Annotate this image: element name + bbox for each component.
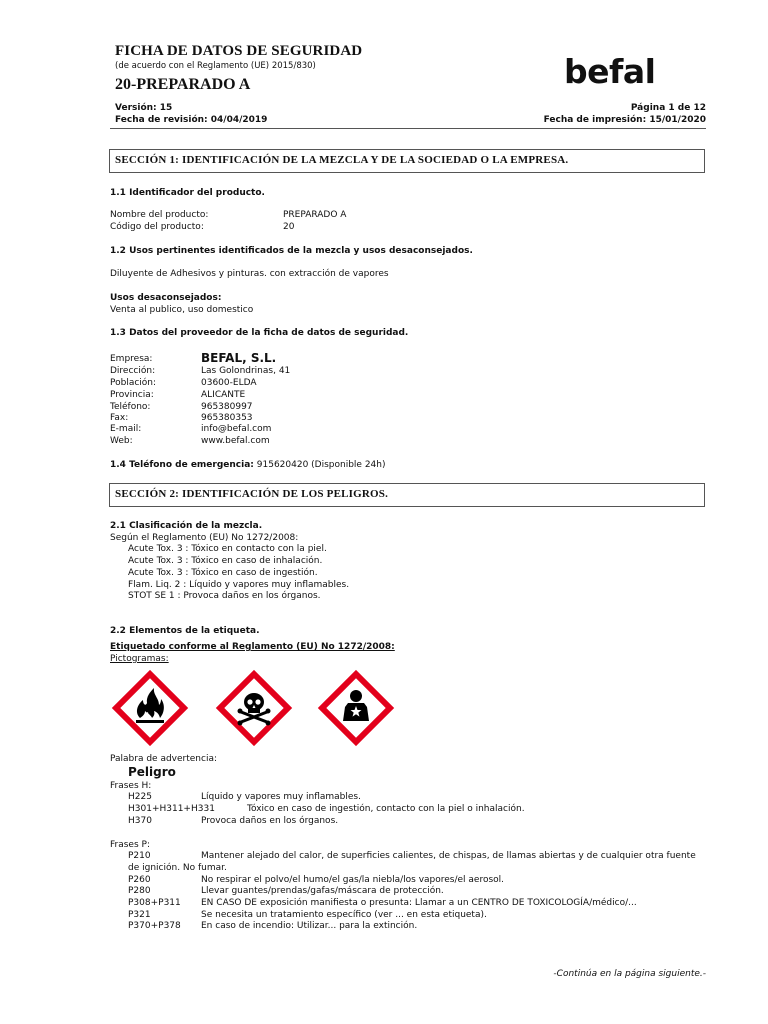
- product-name-label: Nombre del producto:: [110, 210, 209, 220]
- p-phrases-label: Frases P:: [110, 840, 150, 850]
- section-1-title: SECCIÓN 1: IDENTIFICACIÓN DE LA MEZCLA Y DE LA SOCIEDAD O LA EMPRESA.: [115, 154, 569, 166]
- signal-word: Peligro: [128, 765, 176, 779]
- p-phrase-code: P321: [128, 910, 151, 920]
- befal-logo: befal: [564, 52, 656, 91]
- section-2-title: SECCIÓN 2: IDENTIFICACIÓN DE LOS PELIGROS.: [115, 488, 389, 500]
- section-1-3-title: 1.3 Datos del proveedor de la ficha de datos de seguridad.: [110, 328, 409, 338]
- product-code-label: Código del producto:: [110, 222, 204, 232]
- p-phrase-text: EN CASO DE exposición manifiesta o presunta: Llamar a un CENTRO DE TOXICOLOGÍA/médico/...: [201, 898, 637, 908]
- p-phrase-text: Se necesita un tratamiento específico (ver ... en esta etiqueta).: [201, 910, 487, 920]
- print-date: Fecha de impresión: 15/01/2020: [543, 115, 706, 125]
- version: Versión: 15: [115, 103, 173, 113]
- web-label: Web:: [110, 436, 133, 446]
- section-1-1-title: 1.1 Identificador del producto.: [110, 188, 265, 198]
- classification-item: Acute Tox. 3 : Tóxico en caso de inhalación.: [128, 556, 323, 566]
- web-value[interactable]: www.befal.com: [201, 436, 270, 446]
- city-value: 03600-ELDA: [201, 378, 257, 388]
- phone-value: 965380997: [201, 402, 253, 412]
- emergency-phone-label: 1.4 Teléfono de emergencia:: [110, 460, 254, 470]
- identified-uses: Diluyente de Adhesivos y pinturas. con extracción de vapores: [110, 269, 389, 279]
- email-label: E-mail:: [110, 424, 142, 434]
- fax-label: Fax:: [110, 413, 129, 423]
- health-hazard-pictogram-icon: [316, 668, 396, 748]
- province-value: ALICANTE: [201, 390, 246, 400]
- h-phrase-code: H225: [128, 792, 152, 802]
- classification-item: Acute Tox. 3 : Tóxico en contacto con la piel.: [128, 544, 327, 554]
- signal-word-label: Palabra de advertencia:: [110, 754, 218, 764]
- header-divider: [110, 128, 706, 129]
- p-phrase-text: Llevar guantes/prendas/gafas/máscara de protección.: [201, 886, 444, 896]
- address-value: Las Golondrinas, 41: [201, 366, 291, 376]
- page-number: Página 1 de 12: [630, 103, 706, 113]
- emergency-phone-value: 915620420 (Disponible 24h): [256, 460, 386, 470]
- classification-item: Flam. Liq. 2 : Líquido y vapores muy inflamables.: [128, 580, 350, 590]
- continue-note: -Continúa en la página siguiente.-: [553, 969, 706, 979]
- product-name-value: PREPARADO A: [283, 210, 347, 220]
- classification-item: STOT SE 1 : Provoca daños en los órganos.: [128, 591, 321, 601]
- p-phrase-text: Mantener alejado del calor, de superficies calientes, de chispas, de llamas abiertas y de cualquier otra fuente: [201, 851, 696, 861]
- p-phrase-code: P260: [128, 875, 151, 885]
- revision-date: Fecha de revisión: 04/04/2019: [115, 115, 268, 125]
- h-phrase-code: H301+H311+H331: [128, 804, 215, 814]
- flame-pictogram-icon: [110, 668, 190, 748]
- labelled-regulation: Etiquetado conforme al Reglamento (EU) No 1272/2008:: [110, 642, 395, 652]
- phone-label: Teléfono:: [110, 402, 151, 412]
- section-1-header: [109, 149, 705, 173]
- fax-value: 965380353: [201, 413, 253, 423]
- address-label: Dirección:: [110, 366, 156, 376]
- document-subtitle: (de acuerdo con el Reglamento (UE) 2015/830): [115, 61, 316, 71]
- p-phrase-code: P370+P378: [128, 921, 181, 931]
- p-phrase-continuation: de ignición. No fumar.: [128, 863, 227, 873]
- p-phrase-code: P280: [128, 886, 151, 896]
- p-phrase-text: En caso de incendio: Utilizar... para la extinción.: [201, 921, 418, 931]
- h-phrases-label: Frases H:: [110, 781, 152, 791]
- p-phrase-code: P210: [128, 851, 151, 861]
- product-code-value: 20: [283, 222, 295, 232]
- p-phrase-code: P308+P311: [128, 898, 181, 908]
- not-recommended-uses: Venta al publico, uso domestico: [110, 305, 254, 315]
- company-label: Empresa:: [110, 354, 153, 364]
- p-phrase-text: No respirar el polvo/el humo/el gas/la niebla/los vapores/el aerosol.: [201, 875, 505, 885]
- h-phrase-text: Tóxico en caso de ingestión, contacto con la piel o inhalación.: [247, 804, 525, 814]
- email-value[interactable]: info@befal.com: [201, 424, 272, 434]
- h-phrase-text: Provoca daños en los órganos.: [201, 816, 339, 826]
- regulation-text: Según el Reglamento (EU) No 1272/2008:: [110, 533, 299, 543]
- section-2-2-title: 2.2 Elementos de la etiqueta.: [110, 626, 260, 636]
- province-label: Provincia:: [110, 390, 154, 400]
- emergency-phone: [110, 460, 386, 470]
- company-name: BEFAL, S.L.: [201, 351, 277, 365]
- section-2-1-title: 2.1 Clasificación de la mezcla.: [110, 521, 263, 531]
- document-title: FICHA DE DATOS DE SEGURIDAD: [115, 43, 363, 59]
- section-2-header: [109, 483, 705, 507]
- pictograms-label: Pictogramas:: [110, 654, 169, 664]
- section-1-2-title: 1.2 Usos pertinentes identificados de la mezcla y usos desaconsejados.: [110, 246, 473, 256]
- classification-item: Acute Tox. 3 : Tóxico en caso de ingestión.: [128, 568, 318, 578]
- h-phrase-text: Líquido y vapores muy inflamables.: [201, 792, 361, 802]
- skull-crossbones-pictogram-icon: [214, 668, 294, 748]
- city-label: Población:: [110, 378, 157, 388]
- product-title: 20-PREPARADO A: [115, 76, 251, 93]
- h-phrase-code: H370: [128, 816, 152, 826]
- not-recommended-title: Usos desaconsejados:: [110, 293, 222, 303]
